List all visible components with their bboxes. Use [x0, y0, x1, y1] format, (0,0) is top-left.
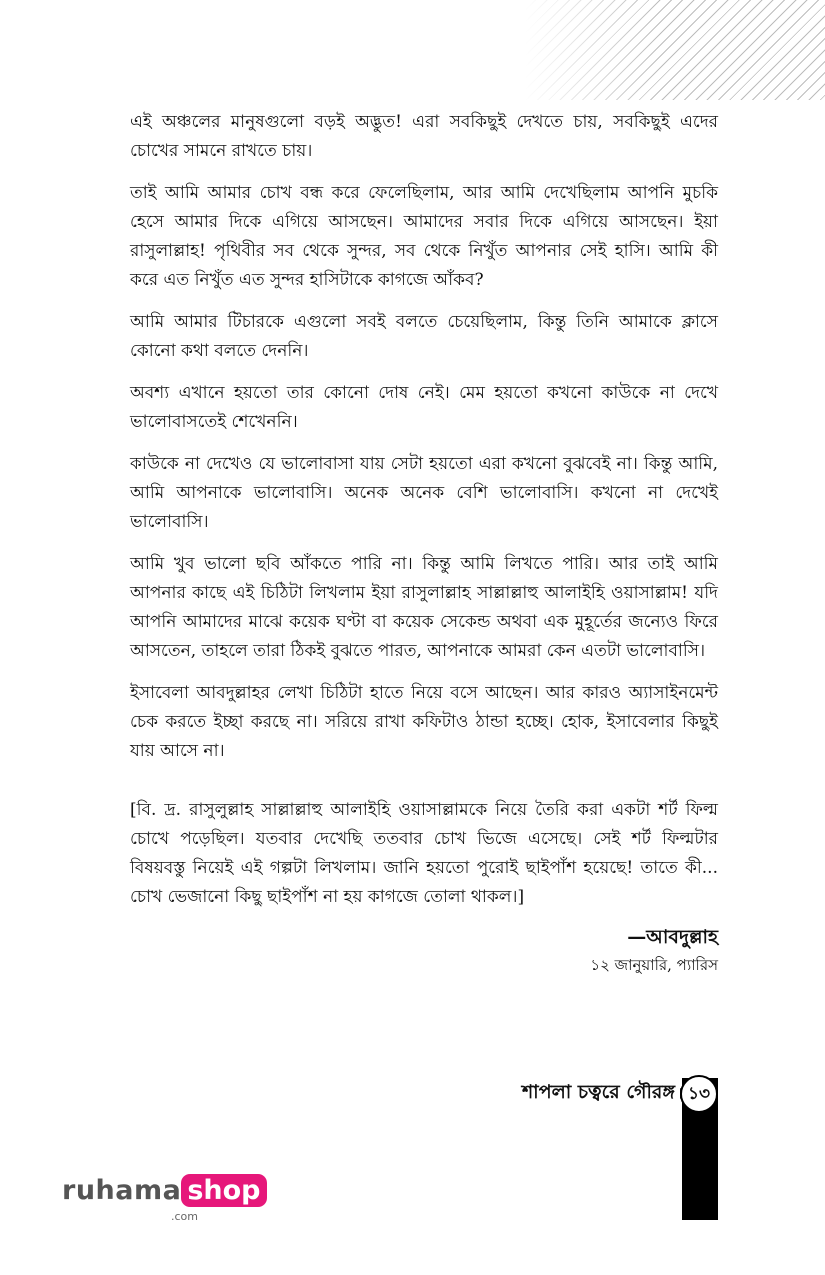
author-note: [বি. দ্র. রাসুলুল্লাহ সাল্লাল্লাহু আলাইহি ওয়াসাল্লামকে নিয়ে তৈরি করা একটা শর্ট ফিল্ম চোখে পড়েছিল। যতবার দেখেছি ততবার চোখ ভিজে এসেছে। সেই শর্ট ফিল্মটার বিষয়বস্তু নিয়েই এই গল্পটা লিখলাম। জানি হয়তো পুরোই ছাইপাঁশ হয়েছে! তাতে কী... চোখ ভেজানো কিছু ছাইপাঁশ না হয় কাগজে তোলা থাকল।]: [130, 800, 718, 907]
watermark-brand: ruhama: [62, 1175, 182, 1206]
paragraph-6: আমি খুব ভালো ছবি আঁকতে পারি না। কিন্তু আমি লিখতে পারি। আর তাই আমি আপনার কাছে এই চিঠিটা লিখলাম ইয়া রাসুলাল্লাহ সাল্লাল্লাহু আলাইহি ওয়াসাল্লাম! যদি আপনি আমাদের মাঝে কয়েক ঘণ্টা বা কয়েক সেকেন্ড অথবা এক মুহূর্তের জন্যেও ফিরে আসতেন, তাহলে তারা ঠিকই বুঝতে পারত, আপনাকে আমরা কেন এতটা ভালোবাসি।: [130, 554, 718, 661]
watermark-logo: [62, 1174, 267, 1224]
watermark-shop-badge: shop: [181, 1174, 266, 1207]
signature-block: [590, 922, 718, 978]
running-footer-title: শাপলা চত্বরে গৌরঙ্গ: [521, 1081, 675, 1103]
paragraph-2: তাই আমি আমার চোখ বন্ধ করে ফেলেছিলাম, আর আমি দেখেছিলাম আপনি মুচকি হেসে আমার দিকে এগিয়ে আসছেন। আমাদের সবার দিকে এগিয়ে আসছেন। ইয়া রাসুলাল্লাহ! পৃথিবীর সব থেকে সুন্দর, সব থেকে নিখুঁত আপনার সেই হাসি। আমি কী করে এত নিখুঁত এত সুন্দর হাসিটাকে কাগজে আঁকব?: [130, 183, 718, 290]
page-body: [130, 108, 718, 925]
corner-hatch-decoration: [525, 0, 825, 100]
paragraph-5: কাউকে না দেখেও যে ভালোবাসা যায় সেটা হয়তো এরা কখনো বুঝবেই না। কিন্তু আমি, আমি আপনাকে ভালোবাসি। অনেক অনেক বেশি ভালোবাসি। কখনো না দেখেই ভালোবাসি।: [130, 454, 718, 532]
signature-date-place: ১২ জানুয়ারি, প্যারিস: [590, 956, 718, 974]
signature-name: —আবদুল্লাহ: [627, 926, 718, 948]
paragraph-4: অবশ্য এখানে হয়তো তার কোনো দোষ নেই। মেম হয়তো কখনো কাউকে না দেখে ভালোবাসতেই শেখেননি।: [130, 383, 718, 432]
paragraph-1: এই অঞ্চলের মানুষগুলো বড়ই অদ্ভুত! এরা সবকিছুই দেখতে চায়, সবকিছুই এদের চোখের সামনে রাখতে চায়।: [130, 112, 718, 161]
watermark-domain: .com: [171, 1210, 198, 1223]
paragraph-7: ইসাবেলা আবদুল্লাহর লেখা চিঠিটা হাতে নিয়ে বসে আছেন। আর কারও অ্যাসাইনমেন্ট চেক করতে ইচ্ছা করছে না। সরিয়ে রাখা কফিটাও ঠান্ডা হচ্ছে। হোক, ইসাবেলার কিছুই যায় আসে না।: [130, 683, 718, 761]
page-number: ১৩: [680, 1075, 718, 1113]
paragraph-3: আমি আমার টিচারকে এগুলো সবই বলতে চেয়েছিলাম, কিন্তু তিনি আমাকে ক্লাসে কোনো কথা বলতে দেননি।: [130, 312, 718, 361]
